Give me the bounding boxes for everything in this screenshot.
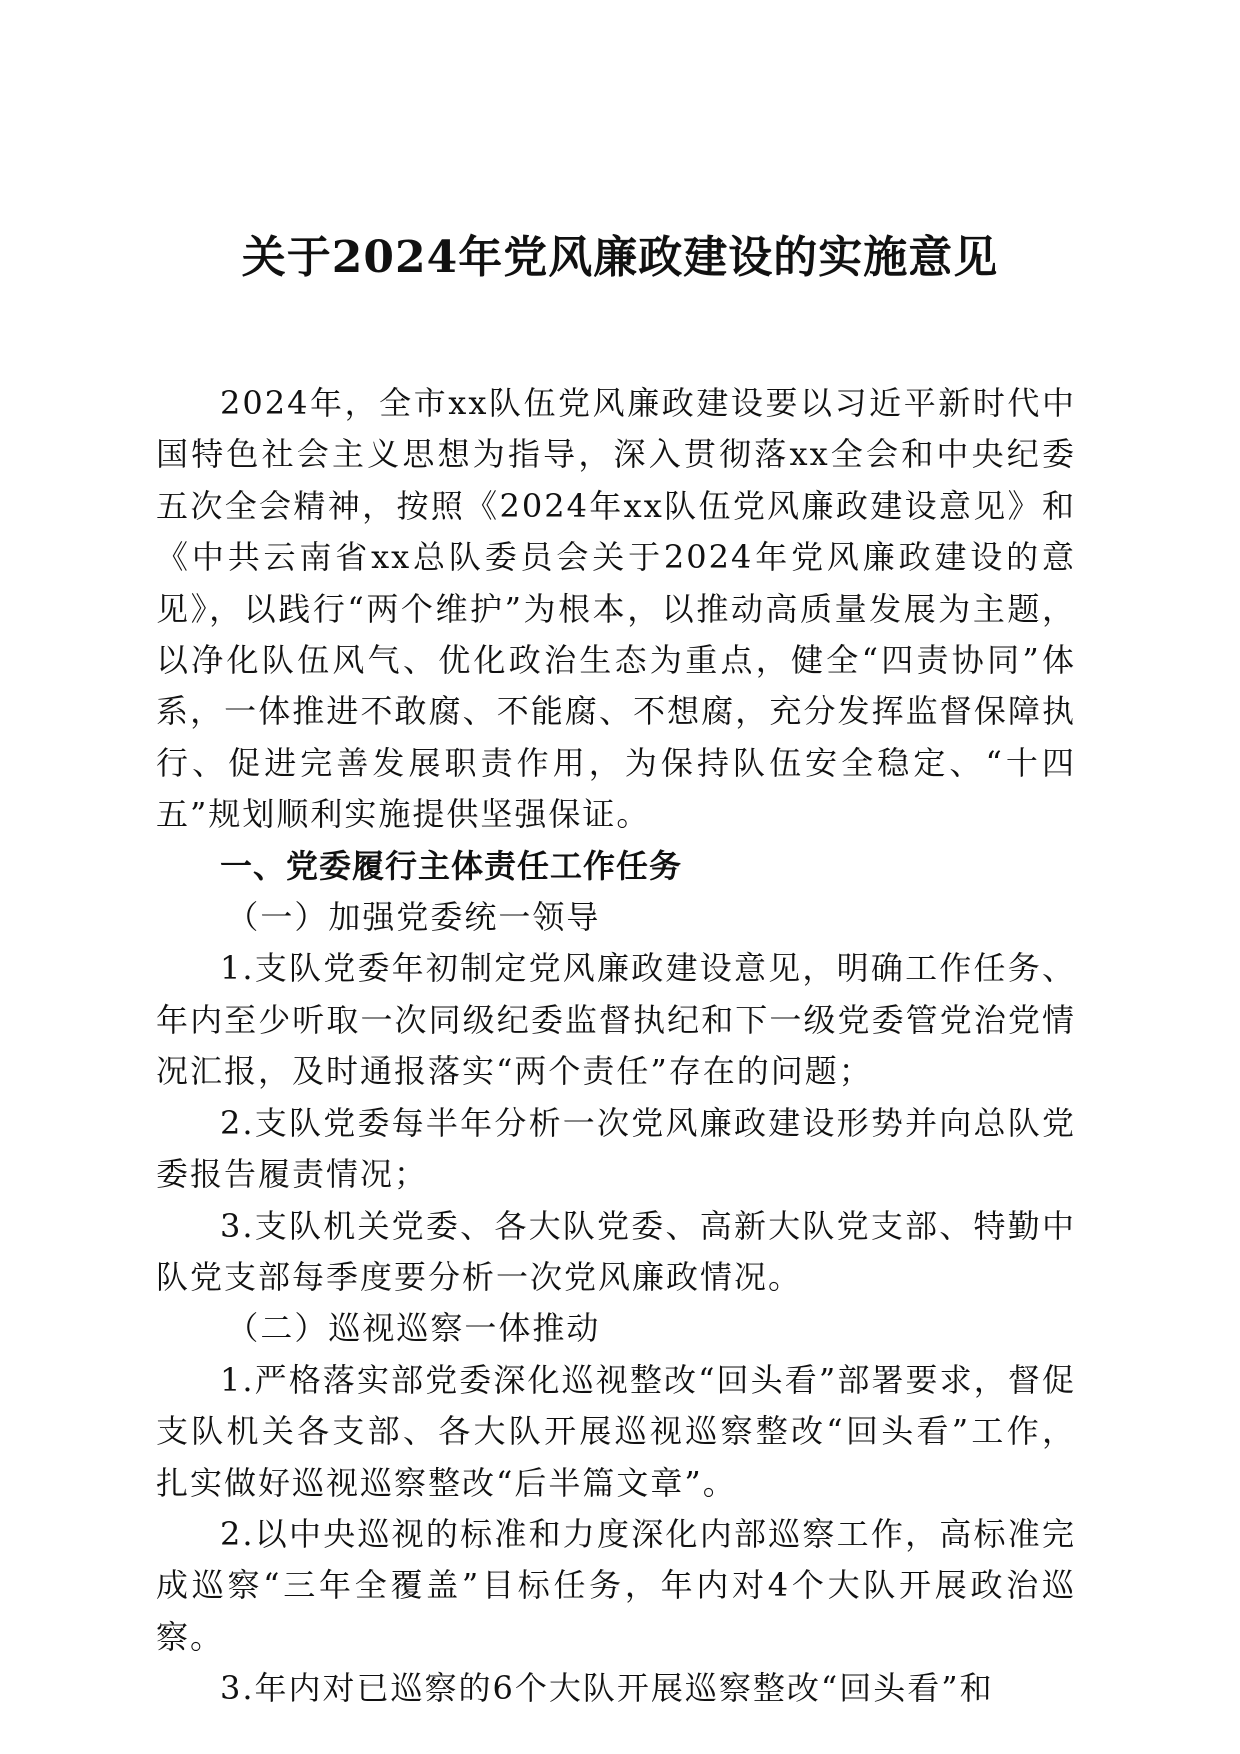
intro-paragraph: 2024年，全市xx队伍党风廉政建设要以习近平新时代中国特色社会主义思想为指导，深入贯彻落xx全会和中央纪委五次全会精神，按照《2024年xx队伍党风廉政建设意见》和《中共云南省xx总队委员会关于2024年党风廉政建设的意见》，以践行“两个维护”为根本，以推动高质量发展为主题，以净化队伍风气、优化政治生态为重点，健全“四责协同”体系，一体推进不敢腐、不能腐、不想腐，充分发挥监督保障执行、促进完善发展职责作用，为保持队伍安全稳定、“十四五”规划顺利实施提供坚强保证。: [156, 384, 1076, 834]
document-title: 关于2024年党风廉政建设的实施意见: [241, 232, 999, 283]
list-item: 1.支队党委年初制定党风廉政建设意见，明确工作任务、年内至少听取一次同级纪委监督执纪和下一级党委管党治党情况汇报，及时通报落实“两个责任”存在的问题；: [156, 949, 1076, 1091]
list-item: 2.支队党委每半年分析一次党风廉政建设形势并向总队党委报告履责情况；: [156, 1103, 1076, 1194]
subsection-heading-1: （一）加强党委统一领导: [226, 898, 601, 937]
list-item: 3.支队机关党委、各大队党委、高新大队党支部、特勤中队党支部每季度要分析一次党风廉政情况。: [156, 1206, 1076, 1296]
list-item: 2.以中央巡视的标准和力度深化内部巡察工作，高标准完成巡察“三年全覆盖”目标任务，年内对4个大队开展政治巡察。: [156, 1514, 1076, 1656]
list-item: 1.严格落实部党委深化巡视整改“回头看”部署要求，督促支队机关各支部、各大队开展巡视巡察整改“回头看”工作，扎实做好巡视巡察整改“后半篇文章”。: [156, 1360, 1076, 1502]
subsection-heading-2: （二）巡视巡察一体推动: [226, 1309, 601, 1348]
document-body: [156, 378, 1076, 1715]
section-heading-1: 一、党委履行主体责任工作任务: [220, 846, 683, 885]
list-item: 3.年内对已巡察的6个大队开展巡察整改“回头看”和: [220, 1669, 994, 1708]
